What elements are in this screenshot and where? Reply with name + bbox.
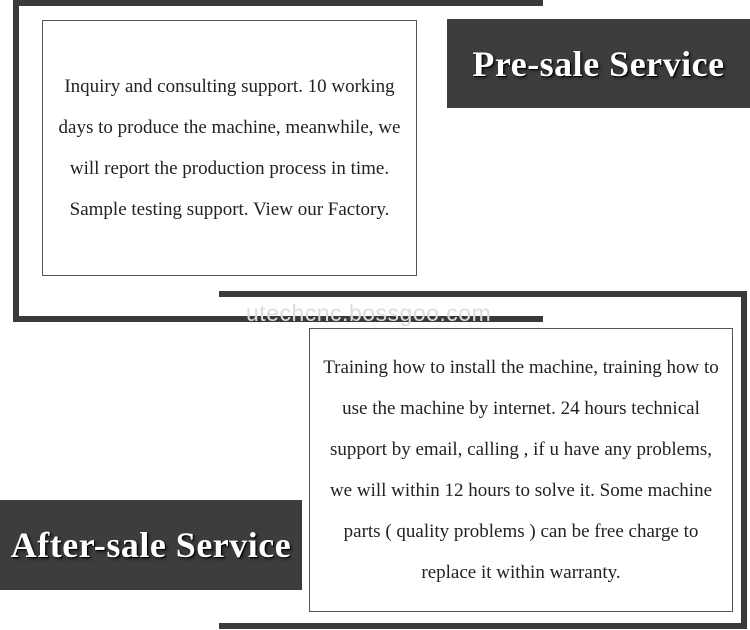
watermark: utechcnc.bossgoo.com [246, 300, 492, 326]
aftersale-title-banner [0, 500, 302, 590]
presale-title: Pre-sale Service [472, 43, 725, 84]
aftersale-frame-top-edge [219, 291, 747, 297]
presale-title-banner [447, 19, 750, 108]
presale-frame-top-edge [13, 0, 543, 6]
aftersale-title: After-sale Service [10, 525, 292, 565]
presale-text: Inquiry and consulting support. 10 working days to produce the machine, meanwhile, we will report the production process in time. Sample testing support. View our Factory. [58, 76, 401, 220]
presale-text-box [42, 20, 417, 276]
aftersale-text: Training how to install the machine, training how to use the machine by internet. 24 hours technical support by email, calling , if u have any problems, we will within 12 hours to solve it. Some machine parts ( quality problems ) can be free charge to replace it within warranty. [323, 357, 719, 583]
aftersale-text-box [309, 328, 733, 612]
